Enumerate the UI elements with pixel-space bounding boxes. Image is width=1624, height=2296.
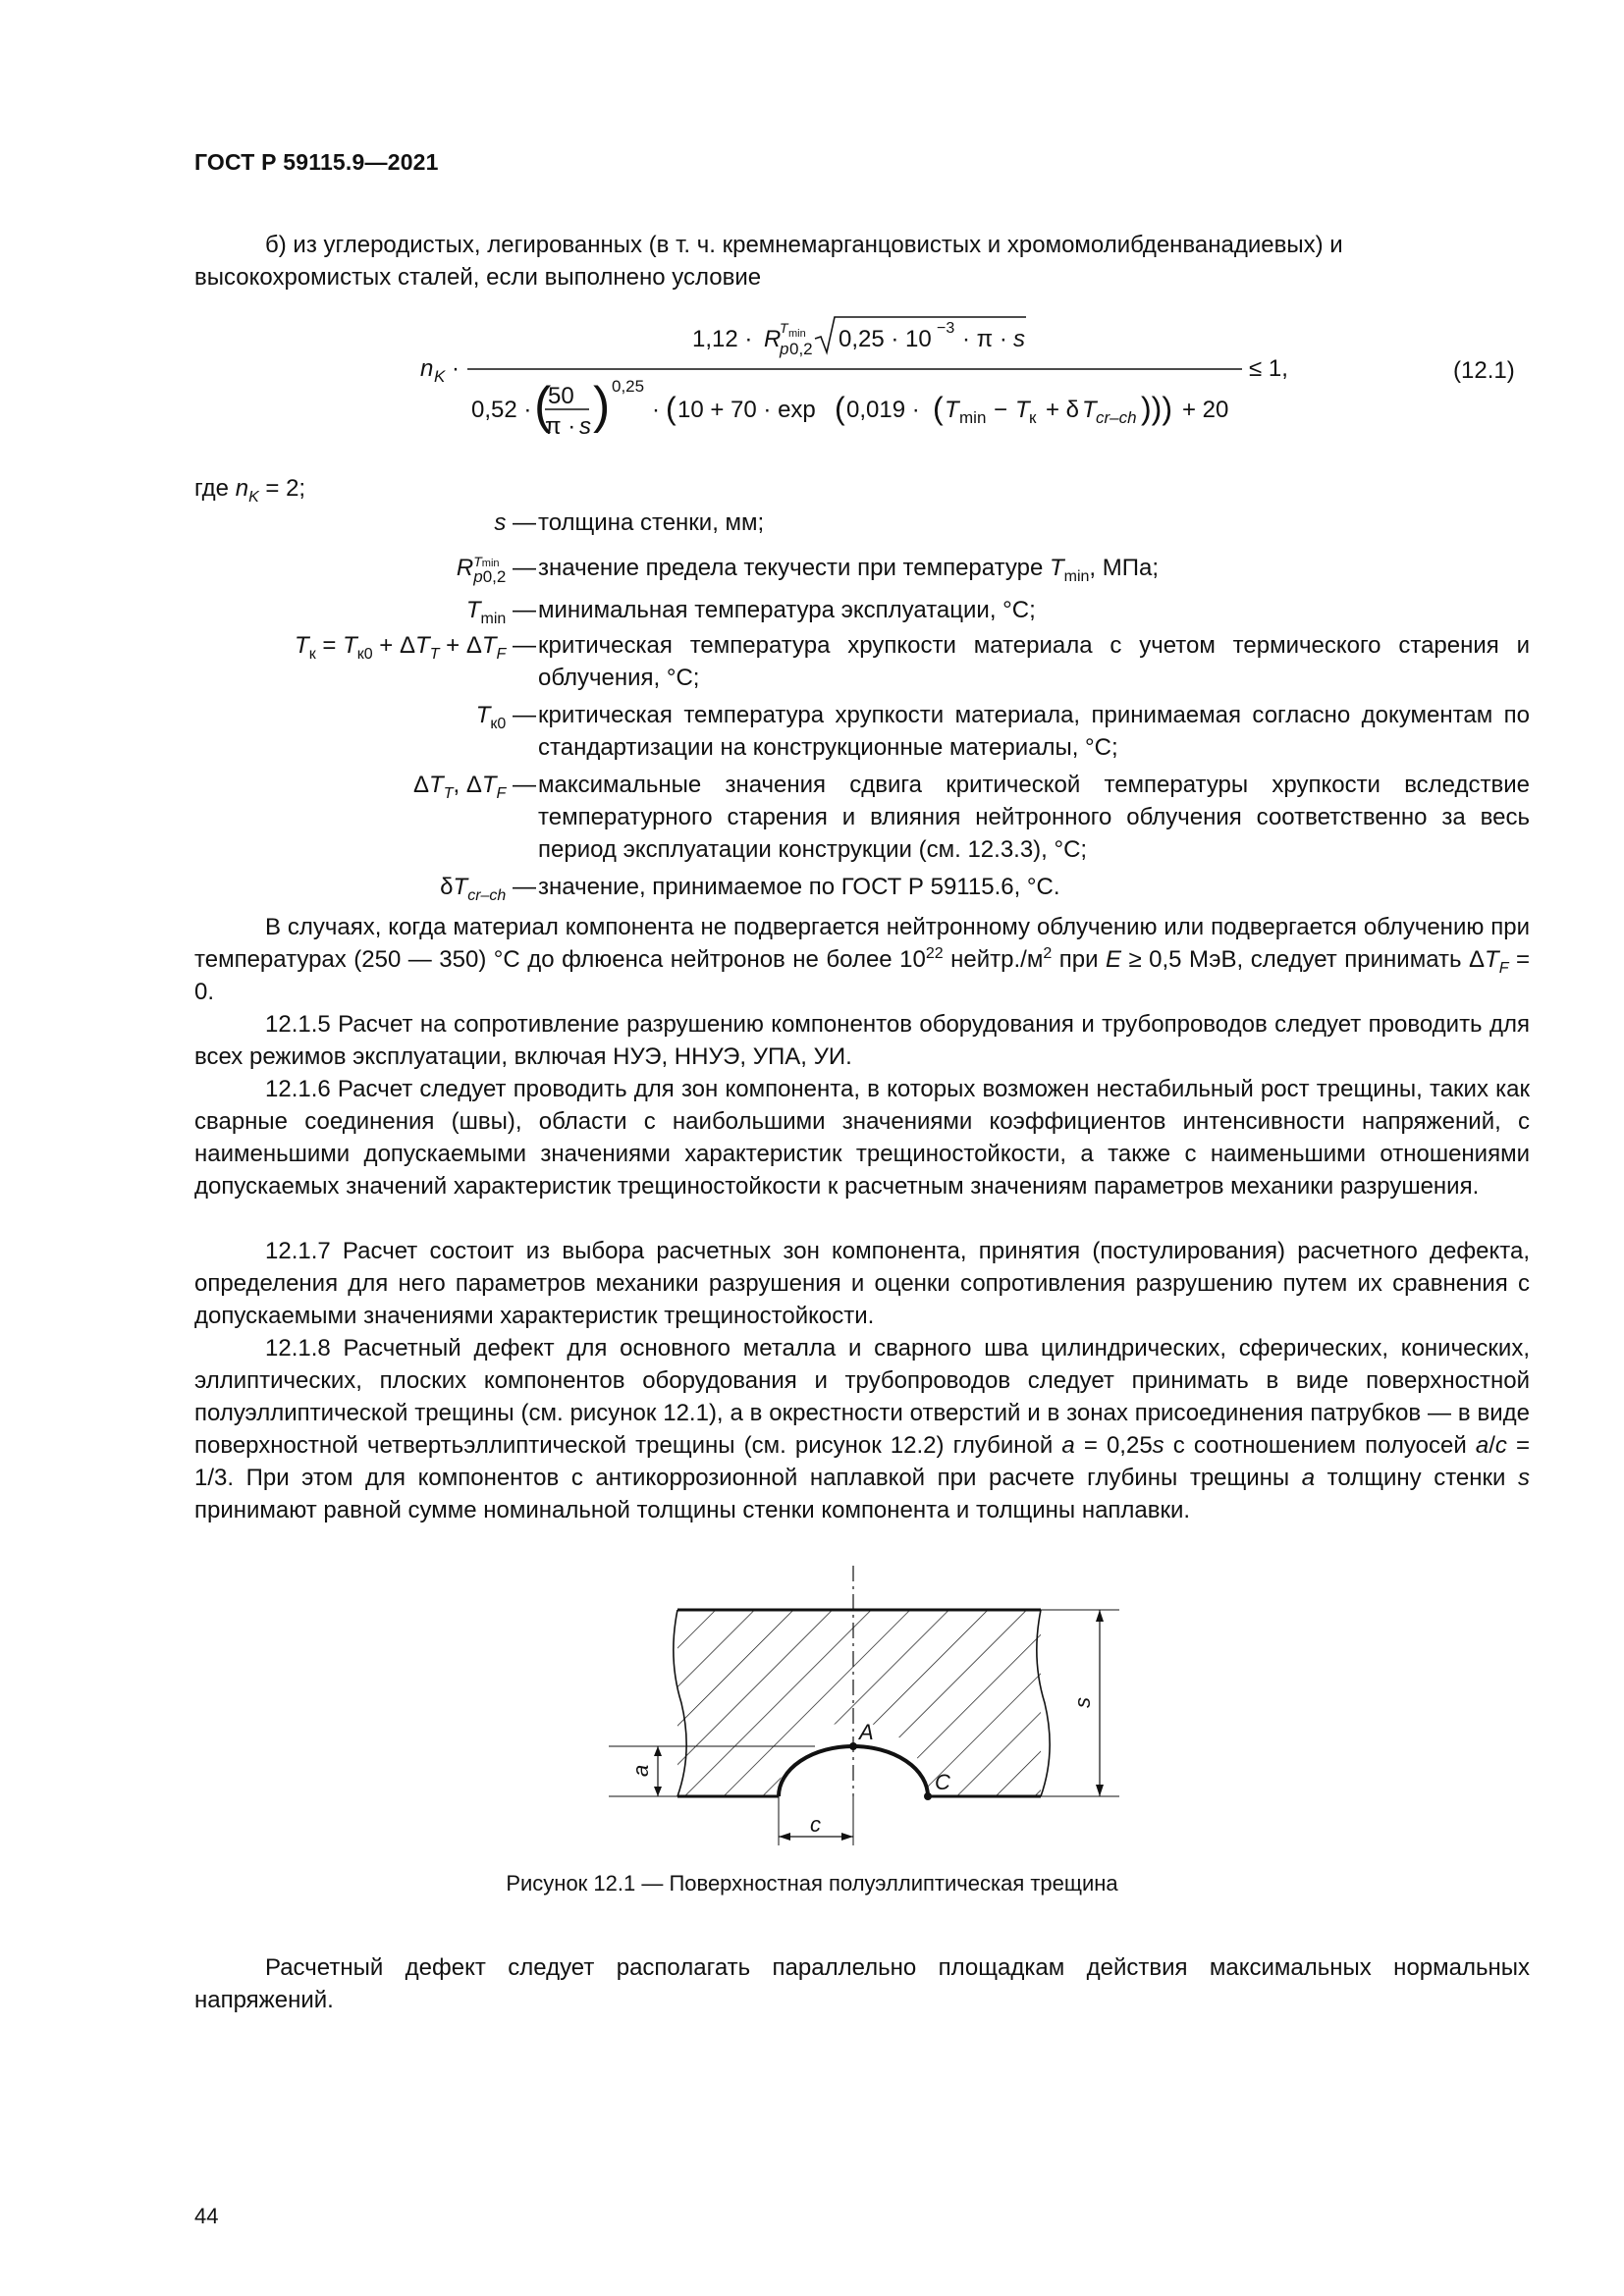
paragraph-12-1-6: 12.1.6 Расчет следует проводить для зон компонента, в которых возможен нестабильный рост трещины, таких как сварные соединения (швы), области с наибольшими значениями коэффициентов интенсивности напряжений, с наименьшими допускаемыми значениями характеристик трещиностойкости, а также с наименьшими отношениями допускаемых значений характеристик трещиностойкости к расчетным значениям параметров механики разрушения. [194, 1076, 1530, 1200]
svg-text:s: s [1013, 326, 1025, 352]
where-intro: где $n_K = 2$; [194, 475, 306, 506]
def-term-tk0: $T_{к0}$ — [475, 702, 536, 732]
def-desc-dtt-dtf: максимальные значения сдвига критической температуры хрупкости вследствие температурного старения и влияния нейтронного облучения соответственно за весь период эксплуатации конструкции (см. 12.3.3), °С; [538, 772, 1530, 863]
svg-text:T: T [1015, 397, 1030, 423]
def-term-dtcrch: $\delta T_{cr-ch}$ — [440, 874, 536, 904]
svg-text:cr–ch: cr–ch [1096, 408, 1137, 427]
figure-label-a: a [628, 1764, 653, 1777]
svg-text:−: − [994, 397, 1008, 423]
svg-text:))): ))) [1141, 391, 1172, 426]
figure-caption: Рисунок 12.1 — Поверхностная полуэллиптическая трещина [506, 1871, 1118, 1896]
svg-text:1,12 ·: 1,12 · [692, 326, 753, 352]
def-desc-s: толщина стенки, мм; [538, 509, 765, 536]
svg-text:min: min [788, 328, 806, 340]
formula-12-1 [412, 309, 1542, 447]
svg-text:T: T [945, 397, 959, 423]
def-term-dtt-dtf: $\Delta T_T$, $\Delta T_F$ — [413, 772, 536, 802]
intro-line-2: высокохромистых сталей, если выполнено условие [194, 264, 762, 291]
paragraph-12-1-7: 12.1.7 Расчет состоит из выбора расчетных зон компонента, принятия (постулирования) расчетного дефекта, определения для него параметров механики разрушения и оценки сопротивления разрушению путем их сравнения с допускаемыми значениями характеристик трещиностойкости. [194, 1238, 1530, 1329]
page-number: 44 [194, 2204, 219, 2228]
def-desc-rp02: значение предела текучести при температуре $T_{min}$, МПа; [538, 555, 1160, 585]
figure-12-1 [609, 1561, 1119, 1855]
svg-text:(: ( [933, 391, 944, 426]
svg-text:0,25: 0,25 [612, 377, 645, 396]
paragraph-defect-orientation: Расчетный дефект следует располагать параллельно площадкам действия максимальных нормальных напряжений. [194, 1954, 1530, 2013]
figure-label-C: C [935, 1770, 950, 1794]
svg-text:≤ 1,: ≤ 1, [1249, 355, 1288, 382]
svg-text:· π ·: · π · [962, 326, 1007, 352]
svg-text:0,52 ·: 0,52 · [471, 397, 532, 423]
svg-text:(: ( [666, 391, 677, 426]
svg-text:): ) [593, 377, 611, 434]
def-term-tk: $T_к = T_{к0} + \Delta T_T + \Delta T_F$ — [295, 632, 536, 663]
svg-text:0,019 ·: 0,019 · [846, 397, 920, 423]
svg-text:50: 50 [548, 383, 574, 409]
svg-text:n: n [420, 355, 434, 382]
paragraph-12-1-8: 12.1.8 Расчетный дефект для основного металла и сварного шва цилиндрических, сферических, конических, эллиптических, плоских компонентов оборудования и трубопроводов следует принимать в виде поверхностной полуэллиптической трещины (см. рисунок 12.1), а в окрестности отверстий и в зонах присоединения патрубков — в виде поверхностной четвертьэллиптической трещины (см. рисунок 12.2) глубиной a = 0,25s с соотношением полуосей a/c = 1/3. При этом для компонентов с антикоррозионной наплавкой при расчете глубины трещины a толщину стенки s принимают равной сумме номинальной толщины стенки компонента и толщины наплавки. [194, 1335, 1531, 1523]
svg-text:10 + 70 · exp: 10 + 70 · exp [677, 397, 816, 423]
svg-text:min: min [959, 408, 987, 427]
def-desc-tk0: критическая температура хрупкости материала, принимаемая согласно документам по стандартизации на конструкционные материалы, °С; [538, 702, 1530, 761]
svg-text:+ δ: + δ [1046, 397, 1080, 423]
def-desc-tk: критическая температура хрупкости материала с учетом термического старения и облучения, °С; [538, 632, 1530, 691]
svg-text:(: ( [835, 391, 845, 426]
svg-text:p: p [780, 340, 789, 358]
intro-line-1: б) из углеродистых, легированных (в т. ч. кремнемарганцовистых и хромомолибденванадиевых) и [265, 232, 1343, 258]
svg-text:R: R [764, 326, 782, 352]
svg-text:0,25 · 10: 0,25 · 10 [839, 326, 932, 352]
svg-text:π ·: π · [545, 413, 576, 440]
figure-label-c: c [810, 1812, 821, 1837]
figure-label-s: s [1070, 1697, 1095, 1708]
svg-text:s: s [579, 413, 591, 440]
def-term-rp02: RTmin p0,2 — [456, 553, 536, 586]
def-desc-dtcrch: значение, принимаемое по ГОСТ Р 59115.6, °С. [538, 874, 1060, 900]
svg-text:T: T [1082, 397, 1097, 423]
paragraph-irradiation: В случаях, когда материал компонента не подвергается нейтронному облучению или подвергается облучению при температурах (250 — 350) °С до флюенса нейтронов не более $10^{22}$ $нейтр./м^2$ при E ≥ 0,5 МэВ, следует принимать $\Delta T_F = 0$. [194, 914, 1531, 1005]
document-header: ГОСТ Р 59115.9—2021 [194, 149, 439, 175]
paragraph-12-1-5: 12.1.5 Расчет на сопротивление разрушению компонентов оборудования и трубопроводов следует проводить для всех режимов эксплуатации, включая НУЭ, ННУЭ, УПА, УИ. [194, 1011, 1530, 1070]
def-term-s: s — [494, 509, 536, 536]
svg-text:·: · [452, 355, 460, 382]
def-term-tmin: $T_{min}$ — [465, 597, 536, 627]
svg-text:+ 20: + 20 [1182, 397, 1229, 423]
svg-text:·: · [652, 397, 660, 423]
figure-label-A: A [859, 1720, 874, 1744]
def-desc-tmin: минимальная температура эксплуатации, °С; [538, 597, 1036, 623]
svg-text:T: T [780, 320, 788, 336]
svg-text:0,2: 0,2 [789, 340, 813, 358]
svg-text:(: ( [534, 377, 552, 434]
svg-text:K: K [434, 367, 446, 386]
svg-text:−3: −3 [937, 320, 955, 337]
svg-text:к: к [1029, 408, 1037, 427]
formula-number: (12.1) [1453, 357, 1515, 384]
